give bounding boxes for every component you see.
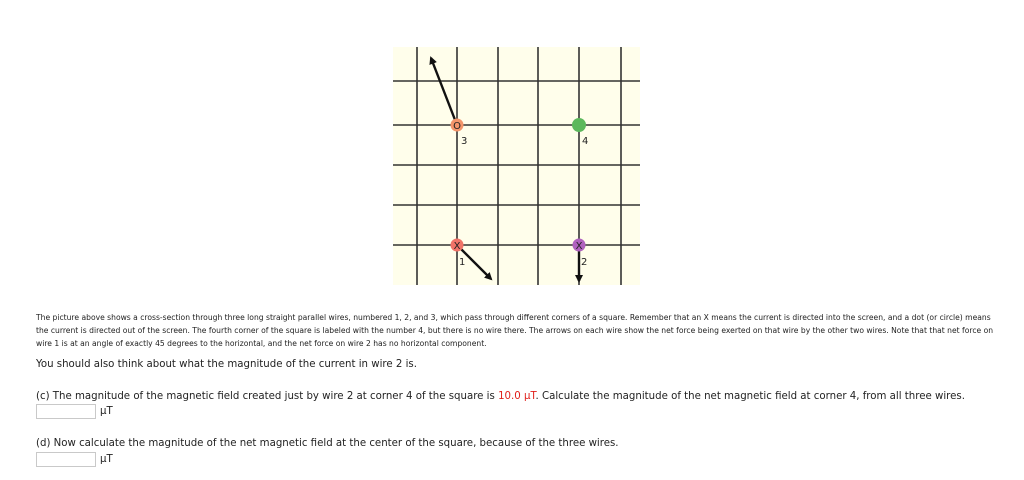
wire-2-label: 2 <box>581 257 588 268</box>
corner-4-label: 4 <box>582 136 589 147</box>
wire-1-symbol: X <box>453 241 461 252</box>
question-d-text: (d) Now calculate the magnitude of the net magnetic field at the center of the square, because of the three wires. <box>36 438 619 449</box>
wire-2-symbol: X <box>575 241 583 252</box>
question-d-answer-input[interactable] <box>36 452 96 467</box>
question-c-answer-input[interactable] <box>36 404 96 419</box>
question-c-prefix: (c) The magnitude of the magnetic field created just by wire 2 at corner 4 of the square is <box>36 391 499 402</box>
corner-4-marker <box>572 118 586 132</box>
question-c-suffix: . Calculate the magnitude of the net magnetic field at corner 4, from all three wires. <box>535 391 965 402</box>
question-d-unit: μT <box>100 454 113 465</box>
question-c-unit: μT <box>100 406 113 417</box>
question-c-given-value: 10.0 μT <box>498 391 536 402</box>
wire-3-label: 3 <box>461 136 468 147</box>
diagram-background <box>393 47 640 285</box>
question-c-text <box>36 390 965 404</box>
problem-description: The picture above shows a cross-section through three long straight parallel wires, numbered 1, 2, and 3, which pass through different corners of a square. Remember that an X means the current is directed into the screen, and a dot (or circle) means the current is directed out of the screen. The fourth corner of the square is labeled with the number 4, but there is no wire there. The arrows on each wire show the net force being exerted on that wire by the other two wires. Note that that net force on wire 1 is at an angle of exactly 45 degrees to the horizontal, and the net force on wire 2 has no horizontal component. <box>36 313 994 348</box>
hint-text: You should also think about what the magnitude of the current in wire 2 is. <box>36 359 417 370</box>
wire-diagram <box>393 47 640 285</box>
wire-3-symbol: O <box>453 121 461 132</box>
wire-1-label: 1 <box>459 257 466 268</box>
